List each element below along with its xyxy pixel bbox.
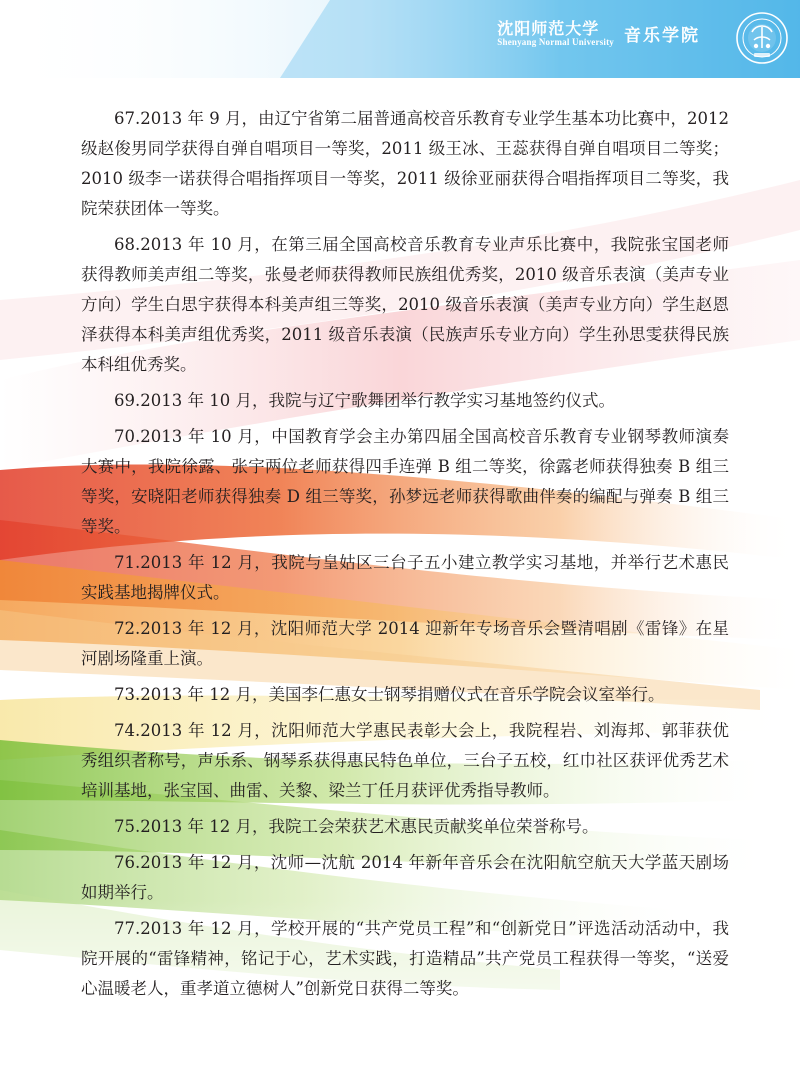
header-title-group [497, 20, 700, 47]
paragraph-74: 74.2013 年 12 月，沈阳师范大学惠民表彰大会上，我院程岩、刘海邦、郭菲获优秀组织者称号，声乐系、钢琴系获得惠民特色单位，三台子五校，红巾社区获评优秀艺术培训基地，张宝国、曲雷、关黎、梁兰丁任月获评优秀指导教师。 [81, 721, 729, 800]
paragraph-75: 75.2013 年 12 月，我院工会荣获艺术惠民贡献奖单位荣誉称号。 [114, 817, 599, 836]
paragraph-72: 72.2013 年 12 月，沈阳师范大学 2014 迎新年专场音乐会暨清唱剧《雷锋》在星河剧场隆重上演。 [81, 619, 729, 668]
paragraph-71: 71.2013 年 12 月，我院与皇姑区三台子五小建立教学实习基地，并举行艺术惠民实践基地揭牌仪式。 [81, 553, 729, 602]
university-name-block [497, 20, 614, 47]
university-name-en: Shenyang Normal University [497, 36, 614, 47]
page-header [0, 0, 800, 80]
paragraph-68: 68.2013 年 10 月，在第三届全国高校音乐教育专业声乐比赛中，我院张宝国老师获得教师美声组二等奖，张曼老师获得教师民族组优秀奖，2010 级音乐表演（美声专业方向）学生白思宇获得本科美声组三等奖，2010 级音乐表演（美声专业方向）学生赵恩泽获得本科美声组优秀奖，2011 级音乐表演（民族声乐专业方向）学生孙思雯获得民族本科组优秀奖。 [81, 235, 729, 374]
school-emblem-icon [734, 10, 790, 66]
paragraph-69: 69.2013 年 10 月，我院与辽宁歌舞团举行教学实习基地签约仪式。 [114, 391, 615, 410]
article-body [81, 104, 729, 1010]
paragraph-70: 70.2013 年 10 月，中国教育学会主办第四届全国高校音乐教育专业钢琴教师演奏大赛中，我院徐露、张宇两位老师获得四手连弹 B 组二等奖，徐露老师获得独奏 B 组三等奖，安晓阳老师获得独奏 D 组三等奖，孙梦远老师获得歌曲伴奏的编配与弹奏 B 组三等奖。 [81, 427, 729, 536]
paragraph-73: 73.2013 年 12 月，美国李仁惠女士钢琴捐赠仪式在音乐学院会议室举行。 [114, 685, 665, 704]
university-name-cn: 沈阳师范大学 [497, 19, 600, 38]
school-name: 音乐学院 [624, 26, 700, 47]
paragraph-76: 76.2013 年 12 月，沈师—沈航 2014 年新年音乐会在沈阳航空航天大学蓝天剧场如期举行。 [81, 853, 729, 902]
paragraph-77: 77.2013 年 12 月，学校开展的“共产党员工程”和“创新党日”评选活动活动中，我院开展的“雷锋精神，铭记于心，艺术实践，打造精品”共产党员工程获得一等奖，“送爱心温暖老人，重孝道立德树人”创新党日获得二等奖。 [81, 919, 729, 998]
paragraph-67: 67.2013 年 9 月，由辽宁省第二届普通高校音乐教育专业学生基本功比赛中，2012 级赵俊男同学获得自弹自唱项目一等奖，2011 级王冰、王蕊获得自弹自唱项目二等奖；2010 级李一诺获得合唱指挥项目一等奖，2011 级徐亚丽获得合唱指挥项目二等奖，我院荣获团体一等奖。 [81, 109, 729, 218]
